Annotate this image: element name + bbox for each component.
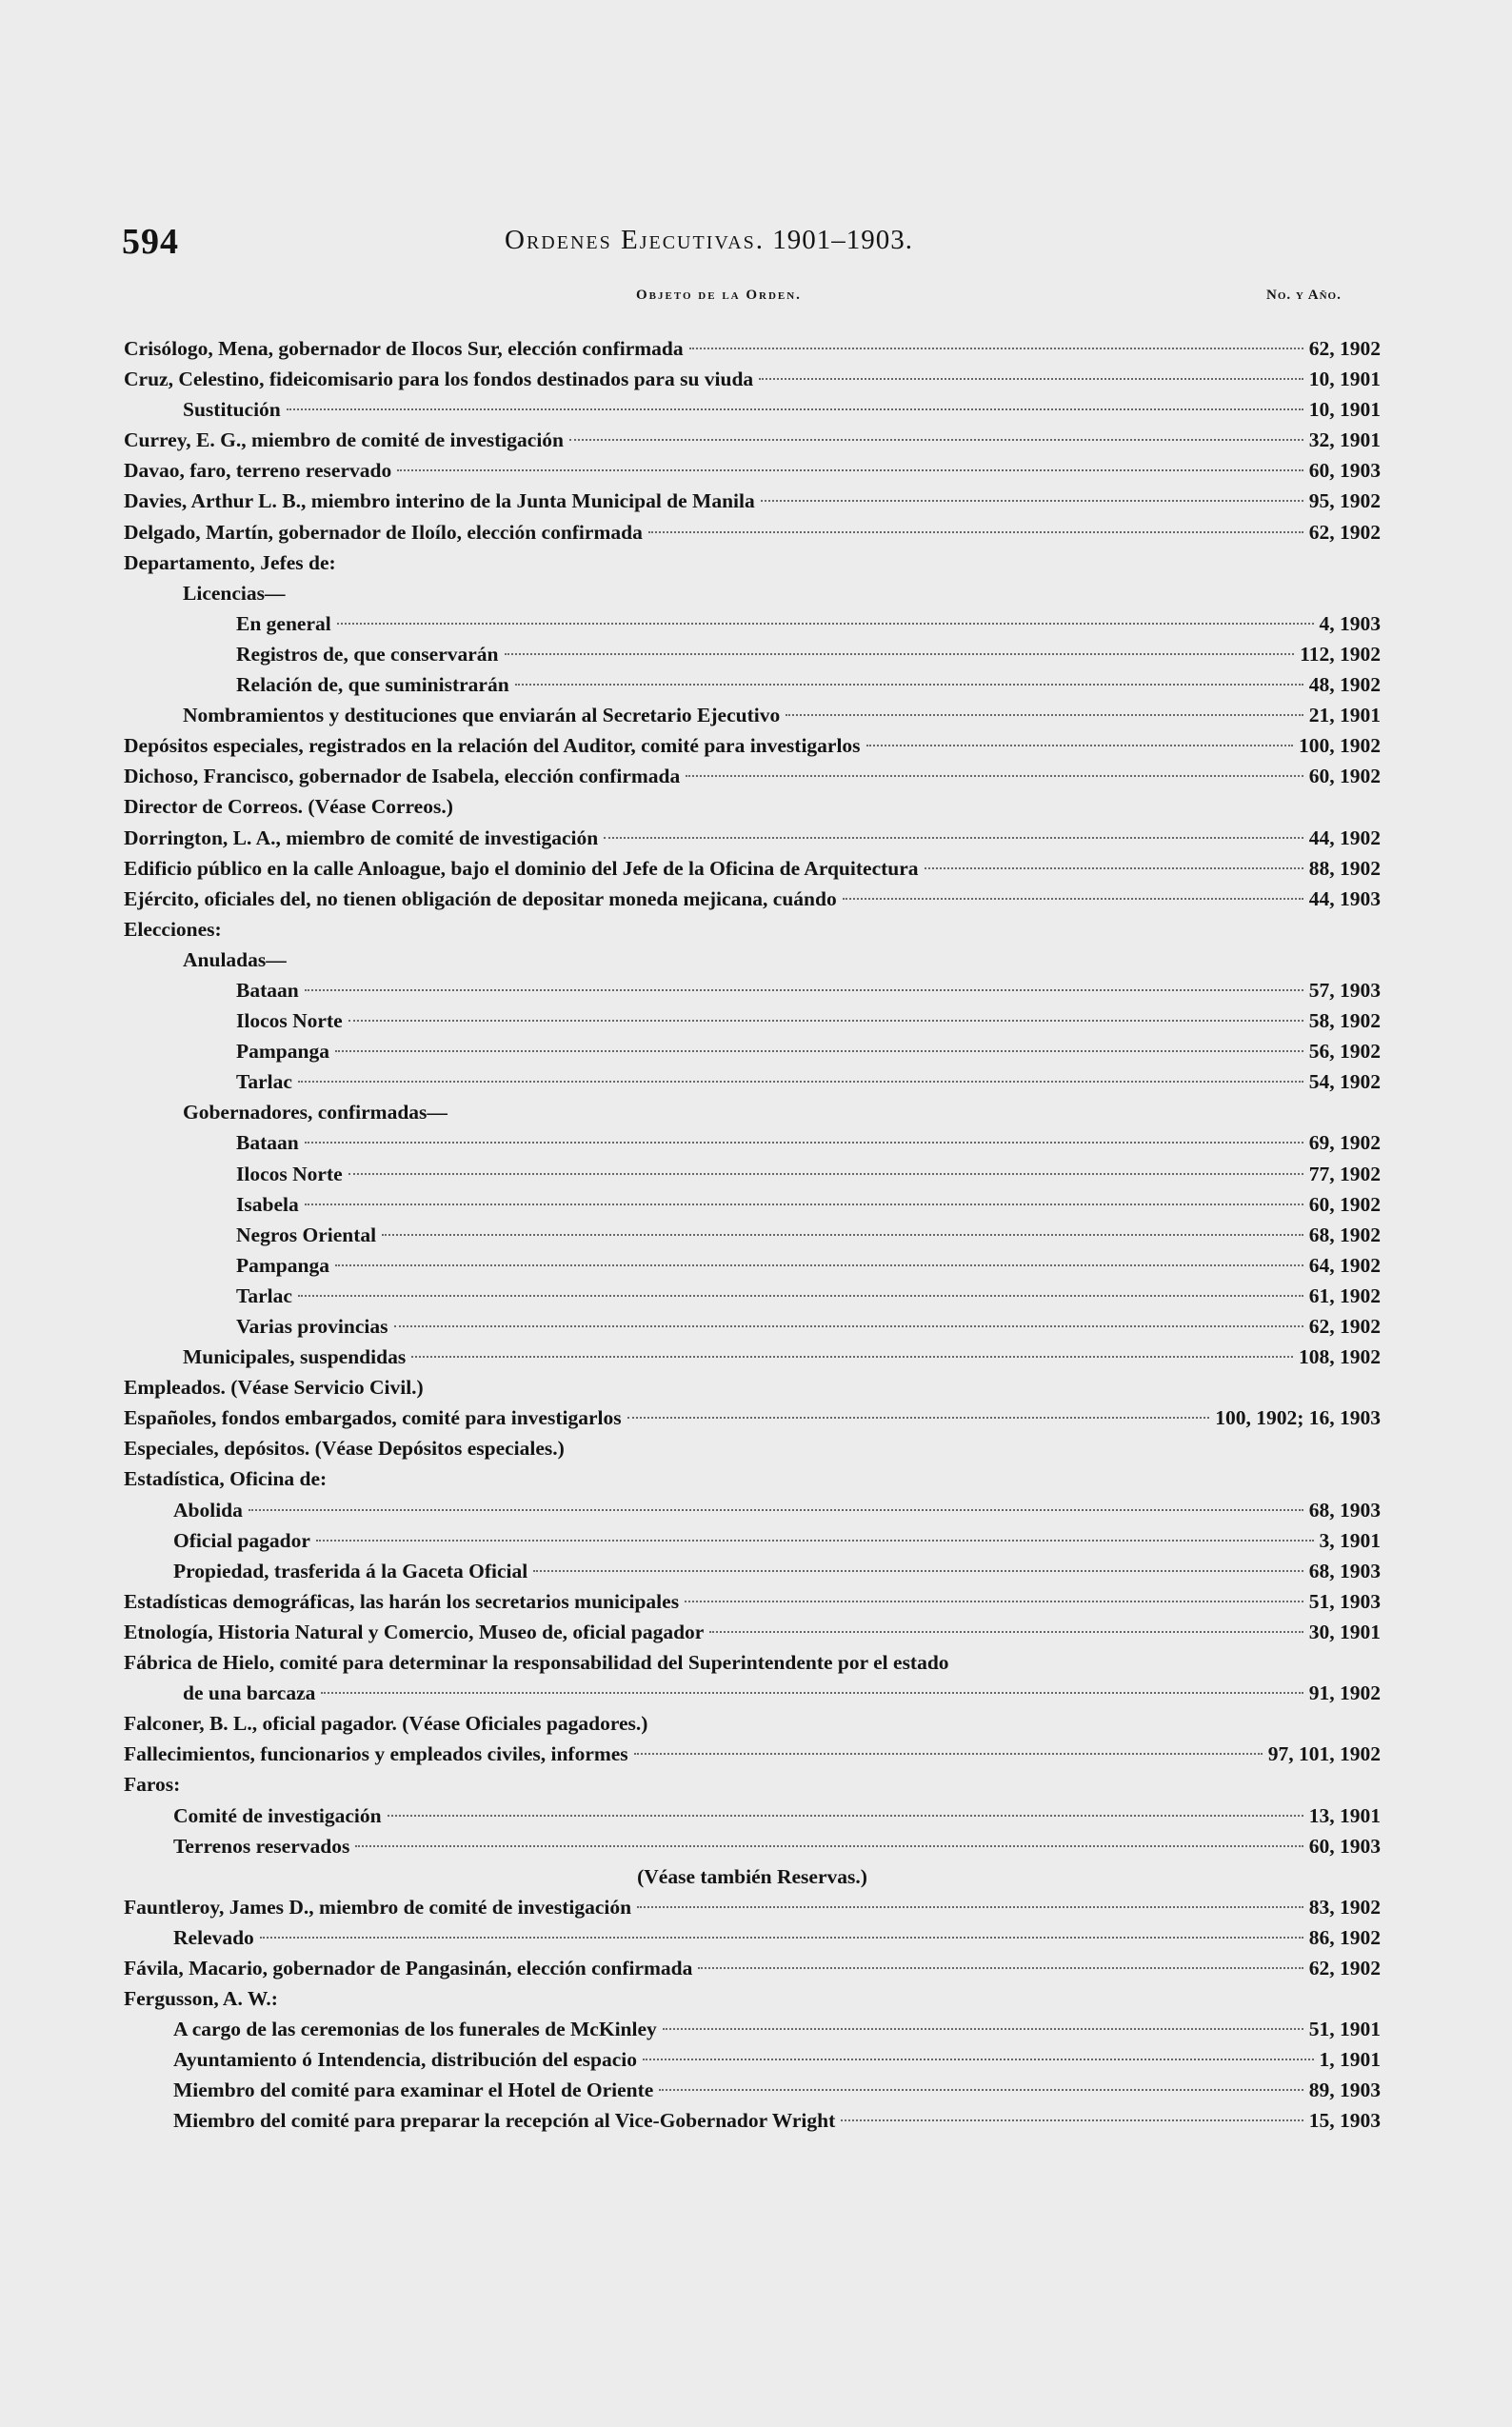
dot-leader (305, 1142, 1303, 1144)
dot-leader (515, 684, 1303, 686)
index-entry (124, 608, 1381, 639)
dot-leader (348, 1173, 1303, 1175)
entry-text: Pampanga (236, 1253, 329, 1277)
entry-text: Relevado (173, 1925, 254, 1949)
entry-text: Bataan (236, 1131, 299, 1155)
entry-reference: 60, 1903 (1308, 459, 1381, 483)
entry-reference: 108, 1902 (1299, 1345, 1381, 1369)
entry-reference: 62, 1902 (1308, 1315, 1381, 1338)
entry-text: Edificio público en la calle Anloague, bajo el dominio del Jefe de la Oficina de Arquitectura (124, 856, 919, 880)
page-number: 594 (122, 222, 179, 262)
running-header (505, 225, 913, 256)
entry-text: Estadística, Oficina de: (124, 1467, 328, 1491)
index-entry (124, 1311, 1381, 1342)
entry-reference: 68, 1903 (1308, 1498, 1381, 1522)
dot-leader (759, 378, 1303, 380)
index-entry (124, 1922, 1381, 1953)
entry-text: Faros: (124, 1773, 181, 1797)
entry-text: Currey, E. G., miembro de comité de investigación (124, 428, 564, 452)
entry-text: Miembro del comité para examinar el Hotel de Oriente (173, 2079, 654, 2102)
entry-reference: 91, 1902 (1308, 1681, 1381, 1705)
index-entry (124, 1892, 1381, 1922)
column-header-number: No. y Año. (1266, 288, 1342, 303)
entry-text: Propiedad, trasferida á la Gaceta Oficial (173, 1559, 528, 1582)
entry-reference: 60, 1902 (1308, 765, 1381, 788)
entry-text: Abolida (173, 1498, 243, 1522)
index-entry (124, 791, 1381, 822)
dot-leader (321, 1692, 1303, 1694)
index-entry (124, 364, 1381, 394)
entry-reference: 62, 1902 (1308, 337, 1381, 360)
index-entry (124, 486, 1381, 516)
index-entry (124, 1983, 1381, 2014)
dot-leader (866, 745, 1293, 746)
entry-reference: 83, 1902 (1308, 1895, 1381, 1919)
dot-leader (335, 1050, 1303, 1052)
entry-reference: 10, 1901 (1308, 368, 1381, 391)
entry-reference: 54, 1902 (1308, 1070, 1381, 1094)
dot-leader (305, 1204, 1303, 1205)
dot-leader (843, 898, 1303, 900)
dot-leader (689, 348, 1303, 349)
entry-text: Estadísticas demográficas, las harán los secretarios municipales (124, 1589, 680, 1613)
entry-text: Fauntleroy, James D., miembro de comité de investigación (124, 1895, 632, 1919)
entry-reference: 77, 1902 (1308, 1162, 1381, 1185)
index-entry (124, 1097, 1381, 1127)
entry-reference: 58, 1902 (1308, 1009, 1381, 1033)
index-entry (124, 884, 1381, 914)
running-title: Ordenes Ejecutivas. (505, 225, 766, 255)
index-entry (124, 1678, 1381, 1708)
entry-text: Empleados. (Véase Servicio Civil.) (124, 1376, 424, 1400)
entry-text: Dorrington, L. A., miembro de comité de investigación (124, 826, 599, 849)
dot-leader (388, 1815, 1303, 1817)
entry-reference: 13, 1901 (1308, 1803, 1381, 1827)
entry-reference: 88, 1902 (1308, 856, 1381, 880)
dot-leader (411, 1356, 1293, 1358)
dot-leader (533, 1570, 1303, 1572)
index-entry (124, 517, 1381, 547)
entry-reference: 51, 1903 (1308, 1589, 1381, 1613)
entry-reference: 10, 1901 (1308, 398, 1381, 422)
entry-text: Registros de, que conservarán (236, 642, 499, 666)
entry-reference: 64, 1902 (1308, 1253, 1381, 1277)
entry-text: Depósitos especiales, registrados en la relación del Auditor, comité para investigarlos (124, 734, 861, 758)
entry-text: Terrenos reservados (173, 1834, 350, 1858)
entry-reference: 61, 1902 (1308, 1283, 1381, 1307)
index-entry (124, 639, 1381, 669)
entry-text: En general (236, 611, 331, 635)
index-entry (124, 1831, 1381, 1861)
entry-text: Licencias— (183, 581, 286, 605)
dot-leader (643, 2059, 1314, 2060)
dot-leader (260, 1937, 1303, 1939)
index-entry (124, 975, 1381, 1005)
index-entries (124, 333, 1381, 2137)
entry-text: Tarlac (236, 1283, 292, 1307)
index-entry (124, 1800, 1381, 1831)
entry-text: Fallecimientos, funcionarios y empleados civiles, informes (124, 1742, 628, 1766)
entry-text: Ilocos Norte (236, 1009, 343, 1033)
entry-reference: 15, 1903 (1308, 2109, 1381, 2133)
dot-leader (637, 1906, 1303, 1908)
dot-leader (709, 1631, 1303, 1633)
entry-reference: 69, 1902 (1308, 1131, 1381, 1155)
index-entry (124, 823, 1381, 853)
entry-text: A cargo de las ceremonias de los funerales de McKinley (173, 2018, 657, 2041)
dot-leader (648, 531, 1303, 533)
entry-reference: 86, 1902 (1308, 1925, 1381, 1949)
dot-leader (337, 623, 1314, 625)
entry-text: Españoles, fondos embargados, comité para investigarlos (124, 1406, 622, 1430)
index-entry (124, 1066, 1381, 1097)
entry-text: Elecciones: (124, 917, 222, 941)
index-entry (124, 669, 1381, 700)
index-entry (124, 425, 1381, 455)
index-entry (124, 1495, 1381, 1525)
entry-reference: 51, 1901 (1308, 2018, 1381, 2041)
dot-leader (841, 2119, 1303, 2121)
entry-text: Negros Oriental (236, 1223, 377, 1246)
entry-reference: 48, 1902 (1308, 673, 1381, 697)
dot-leader (925, 867, 1303, 869)
entry-text: Nombramientos y destituciones que enviarán al Secretario Ejecutivo (183, 704, 781, 727)
index-entry (124, 2014, 1381, 2044)
entry-reference: 89, 1903 (1308, 2079, 1381, 2102)
entry-text: Davao, faro, terreno reservado (124, 459, 392, 483)
entry-reference: 100, 1902; 16, 1903 (1215, 1406, 1381, 1430)
index-entry (124, 1647, 1381, 1678)
index-entry (124, 1586, 1381, 1617)
index-entry (124, 1739, 1381, 1769)
dot-leader (569, 439, 1303, 441)
entry-text: Fávila, Macario, gobernador de Pangasinán, elección confirmada (124, 1956, 693, 1979)
dot-leader (505, 653, 1295, 655)
entry-reference: 44, 1903 (1308, 886, 1381, 910)
index-entry (124, 1036, 1381, 1066)
entry-text: Fergusson, A. W.: (124, 1987, 278, 2011)
index-entry (124, 1861, 1381, 1892)
dot-leader (627, 1417, 1210, 1419)
dot-leader (786, 714, 1303, 716)
index-entry (124, 1342, 1381, 1372)
index-entry (124, 1433, 1381, 1463)
entry-reference: 4, 1903 (1319, 611, 1381, 635)
entry-text: Crisólogo, Mena, gobernador de Ilocos Sur, elección confirmada (124, 337, 684, 360)
index-entry (124, 1005, 1381, 1036)
entry-text: Miembro del comité para preparar la recepción al Vice-Gobernador Wright (173, 2109, 836, 2133)
entry-reference: 56, 1902 (1308, 1040, 1381, 1064)
entry-text: Davies, Arthur L. B., miembro interino de la Junta Municipal de Manila (124, 489, 755, 513)
index-entry (124, 455, 1381, 486)
entry-text: Sustitución (183, 398, 281, 422)
entry-text: Pampanga (236, 1040, 329, 1064)
dot-leader (698, 1967, 1303, 1969)
index-entry (124, 1281, 1381, 1311)
entry-reference: 62, 1902 (1308, 520, 1381, 544)
entry-text: Etnología, Historia Natural y Comercio, Museo de, oficial pagador (124, 1620, 705, 1643)
dot-leader (394, 1325, 1303, 1327)
index-entry (124, 1769, 1381, 1800)
entry-reference: 68, 1903 (1308, 1559, 1381, 1582)
entry-text: Fábrica de Hielo, comité para determinar la responsabilidad del Superintendente por el estado (124, 1651, 949, 1675)
index-entry (124, 914, 1381, 945)
entry-reference: 112, 1902 (1300, 642, 1381, 666)
index-entry (124, 1556, 1381, 1586)
entry-text: de una barcaza (183, 1681, 316, 1705)
entry-reference: 60, 1902 (1308, 1192, 1381, 1216)
entry-text: Ejército, oficiales del, no tienen obligación de depositar moneda mejicana, cuándo (124, 886, 837, 910)
entry-text: Bataan (236, 978, 299, 1002)
index-entry (124, 1250, 1381, 1281)
index-entry (124, 700, 1381, 730)
index-entry (124, 1402, 1381, 1433)
running-years: 1901–1903. (772, 225, 914, 255)
column-header-subject: Objeto de la Orden. (636, 288, 802, 303)
entry-reference: 95, 1902 (1308, 489, 1381, 513)
entry-text: Oficial pagador (173, 1528, 310, 1552)
index-entry (124, 2075, 1381, 2105)
dot-leader (316, 1540, 1314, 1542)
entry-text: Varias provincias (236, 1315, 388, 1338)
index-entry (124, 1708, 1381, 1739)
entry-reference: 68, 1902 (1308, 1223, 1381, 1246)
dot-leader (659, 2089, 1303, 2091)
entry-text: Tarlac (236, 1070, 292, 1094)
entry-text: Departamento, Jefes de: (124, 550, 336, 574)
index-entry (124, 1953, 1381, 1983)
dot-leader (298, 1295, 1303, 1297)
index-entry (124, 730, 1381, 761)
entry-text: Falconer, B. L., oficial pagador. (Véase Oficiales pagadores.) (124, 1712, 648, 1736)
index-entry (124, 547, 1381, 578)
dot-leader (686, 775, 1303, 777)
entry-text: Ayuntamiento ó Intendencia, distribución del espacio (173, 2048, 637, 2072)
dot-leader (305, 989, 1303, 991)
dot-leader (249, 1509, 1303, 1511)
index-entry (124, 2044, 1381, 2075)
index-entry (124, 761, 1381, 791)
entry-reference: 3, 1901 (1319, 1528, 1381, 1552)
entry-text: Isabela (236, 1192, 299, 1216)
entry-reference: 97, 101, 1902 (1267, 1742, 1381, 1766)
entry-reference: 60, 1903 (1308, 1834, 1381, 1858)
dot-leader (348, 1020, 1303, 1022)
entry-text: Ilocos Norte (236, 1162, 343, 1185)
index-entry (124, 1220, 1381, 1250)
dot-leader (298, 1081, 1303, 1083)
index-entry (124, 2105, 1381, 2136)
index-entry (124, 1372, 1381, 1402)
entry-reference: 44, 1902 (1308, 826, 1381, 849)
entry-reference: 21, 1901 (1308, 704, 1381, 727)
dot-leader (287, 408, 1303, 410)
entry-reference: 100, 1902 (1299, 734, 1381, 758)
entry-text: (Véase también Reservas.) (637, 1864, 867, 1888)
entry-text: Anuladas— (183, 947, 287, 971)
entry-text: Cruz, Celestino, fideicomisario para los fondos destinados para su viuda (124, 368, 754, 391)
dot-leader (397, 469, 1303, 471)
entry-text: Relación de, que suministrarán (236, 673, 509, 697)
entry-reference: 32, 1901 (1308, 428, 1381, 452)
index-entry (124, 1463, 1381, 1494)
entry-text: Comité de investigación (173, 1803, 382, 1827)
index-entry (124, 1189, 1381, 1220)
index-entry (124, 945, 1381, 975)
entry-text: Especiales, depósitos. (Véase Depósitos especiales.) (124, 1437, 565, 1461)
index-entry (124, 394, 1381, 425)
entry-reference: 30, 1901 (1308, 1620, 1381, 1643)
index-entry (124, 1525, 1381, 1556)
entry-text: Dichoso, Francisco, gobernador de Isabela, elección confirmada (124, 765, 681, 788)
entry-text: Delgado, Martín, gobernador de Iloílo, elección confirmada (124, 520, 643, 544)
entry-reference: 57, 1903 (1308, 978, 1381, 1002)
dot-leader (604, 837, 1303, 839)
entry-reference: 62, 1902 (1308, 1956, 1381, 1979)
dot-leader (685, 1601, 1303, 1602)
index-entry (124, 1617, 1381, 1647)
dot-leader (634, 1753, 1263, 1755)
entry-text: Municipales, suspendidas (183, 1345, 407, 1369)
dot-leader (335, 1264, 1303, 1266)
entry-text: Director de Correos. (Véase Correos.) (124, 795, 453, 819)
index-entry (124, 578, 1381, 608)
index-entry (124, 1159, 1381, 1189)
dot-leader (355, 1845, 1303, 1847)
index-entry (124, 1127, 1381, 1158)
dot-leader (663, 2028, 1303, 2030)
entry-text: Gobernadores, confirmadas— (183, 1101, 448, 1124)
index-entry (124, 853, 1381, 884)
dot-leader (761, 500, 1303, 502)
dot-leader (382, 1234, 1303, 1236)
entry-reference: 1, 1901 (1319, 2048, 1381, 2072)
index-entry (124, 333, 1381, 364)
